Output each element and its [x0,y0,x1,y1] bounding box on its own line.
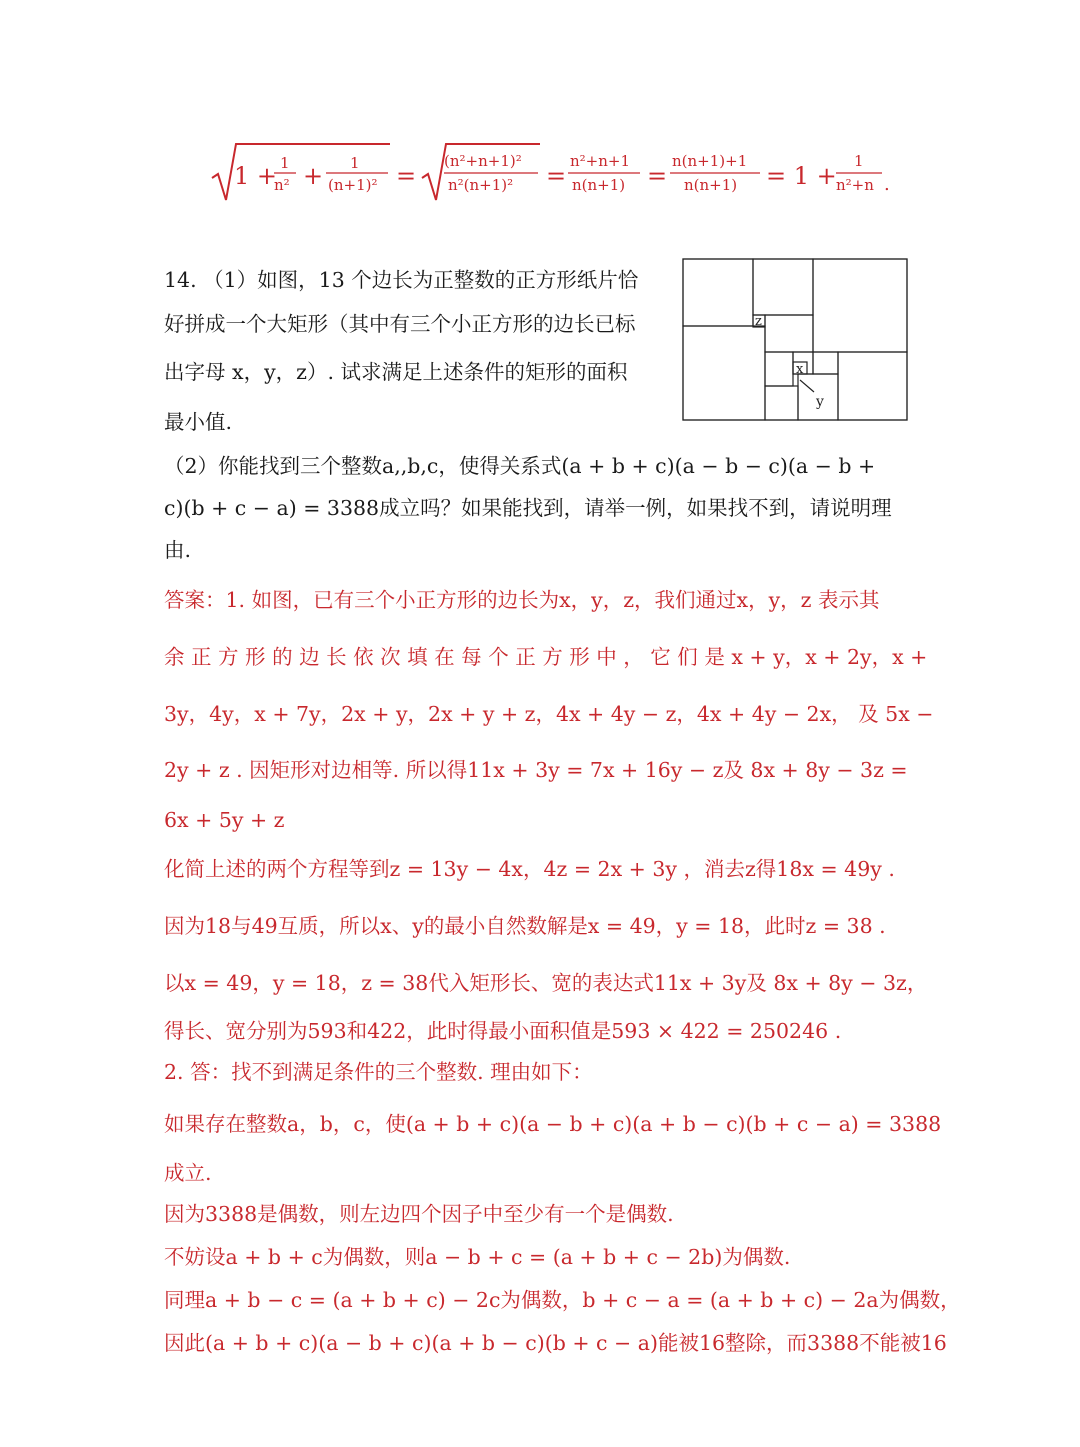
formula-top-text: √(1 + 1/n² + 1/(n+1)²) = √((n²+n+1)²/(n²(n+1)²)) = (n²+n+1)/(n(n+1)) = (n(n+1)+1)/(n(n+1)) = 1 + 1/(n²+n). [210,212,266,213]
square-tiling-figure [682,258,910,422]
answer-line-3: 3y，4y，x + 7y，2x + y，2x + y + z，4x + 4y − z，4x + 4y − 2x， 及 5x − [164,702,934,726]
answer-line-10: 2. 答：找不到满足条件的三个整数. 理由如下： [164,1060,593,1084]
svg-text:n(n+1): n(n+1) [572,176,626,194]
answer-line-15: 同理a + b − c = (a + b + c) − 2c为偶数，b + c − a = (a + b + c) − 2a为偶数， [164,1288,961,1312]
svg-text:n²(n+1)²: n²(n+1)² [448,176,514,194]
svg-text:1: 1 [280,154,290,172]
svg-text:n²: n² [274,176,290,194]
svg-text:+: + [303,162,324,190]
answer-line-1: 答案：1. 如图，已有三个小正方形的边长为x，y，z，我们通过x，y，z 表示其 [164,588,880,612]
problem-line-2: 好拼成一个大矩形（其中有三个小正方形的边长已标 [164,312,636,336]
svg-text:n(n+1): n(n+1) [684,176,738,194]
problem-line-5: （2）你能找到三个整数a,,b,c，使得关系式(a + b + c)(a − b − c)(a − b + [164,454,876,478]
answer-line-13: 因为3388是偶数，则左边四个因子中至少有一个是偶数. [164,1202,674,1226]
svg-text:=: = [647,162,668,190]
svg-text:(n²+n+1)²: (n²+n+1)² [444,152,522,170]
problem-line-1: 14. （1）如图，13 个边长为正整数的正方形纸片恰 [164,268,639,292]
problem-line-3: 出字母 x，y，z）. 试求满足上述条件的矩形的面积 [164,360,628,384]
svg-text:=: = [546,162,567,190]
svg-text:(n+1)²: (n+1)² [328,176,378,194]
answer-line-2: 余 正 方 形 的 边 长 依 次 填 在 每 个 正 方 形 中 ， 它 们 是 x + y，x + 2y，x + [164,645,928,669]
answer-line-9: 得长、宽分别为593和422，此时得最小面积值是593 × 422 = 250246 . [164,1019,842,1043]
formula-top [210,140,910,210]
answer-line-5: 6x + 5y + z [164,808,285,832]
problem-line-4: 最小值. [164,410,233,434]
answer-line-4: 2y + z . 因矩形对边相等. 所以得11x + 3y = 7x + 16y − z及 8x + 8y − 3z = [164,758,908,782]
problem-line-6: c)(b + c − a) = 3388成立吗？如果能找到，请举一例，如果找不到，请说明理 [164,496,892,520]
answer-line-11: 如果存在整数a，b，c，使(a + b + c)(a − b + c)(a + b − c)(b + c − a) = 3388 [164,1112,942,1136]
svg-text:1: 1 [854,152,864,170]
svg-text:n(n+1)+1: n(n+1)+1 [672,152,748,170]
answer-line-16: 因此(a + b + c)(a − b + c)(a + b − c)(b + c − a)能被16整除，而3388不能被16 [164,1331,947,1355]
label-z: z [755,314,762,329]
problem-line-7: 由. [164,538,192,562]
svg-text:n²+n: n²+n [836,176,874,194]
svg-text:= 1 +: = 1 + [766,162,837,190]
answer-line-6: 化简上述的两个方程等到z = 13y − 4x，4z = 2x + 3y ，消去z得18x = 49y . [164,857,895,881]
label-x: x [796,362,804,377]
answer-line-8: 以x = 49，y = 18，z = 38代入矩形长、宽的表达式11x + 3y及 8x + 8y − 3z， [164,971,928,995]
answer-line-7: 因为18与49互质，所以x、y的最小自然数解是x = 49，y = 18，此时z = 38 . [164,914,886,938]
answer-line-14: 不妨设a + b + c为偶数，则a − b + c = (a + b + c − 2b)为偶数. [164,1245,791,1269]
svg-text:n²+n+1: n²+n+1 [570,152,631,170]
label-y: y [816,394,824,410]
svg-text:=: = [396,162,417,190]
svg-text:1: 1 [350,154,360,172]
svg-text:.: . [884,174,890,195]
svg-text:1 +: 1 + [234,162,278,190]
answer-line-12: 成立. [164,1161,212,1185]
